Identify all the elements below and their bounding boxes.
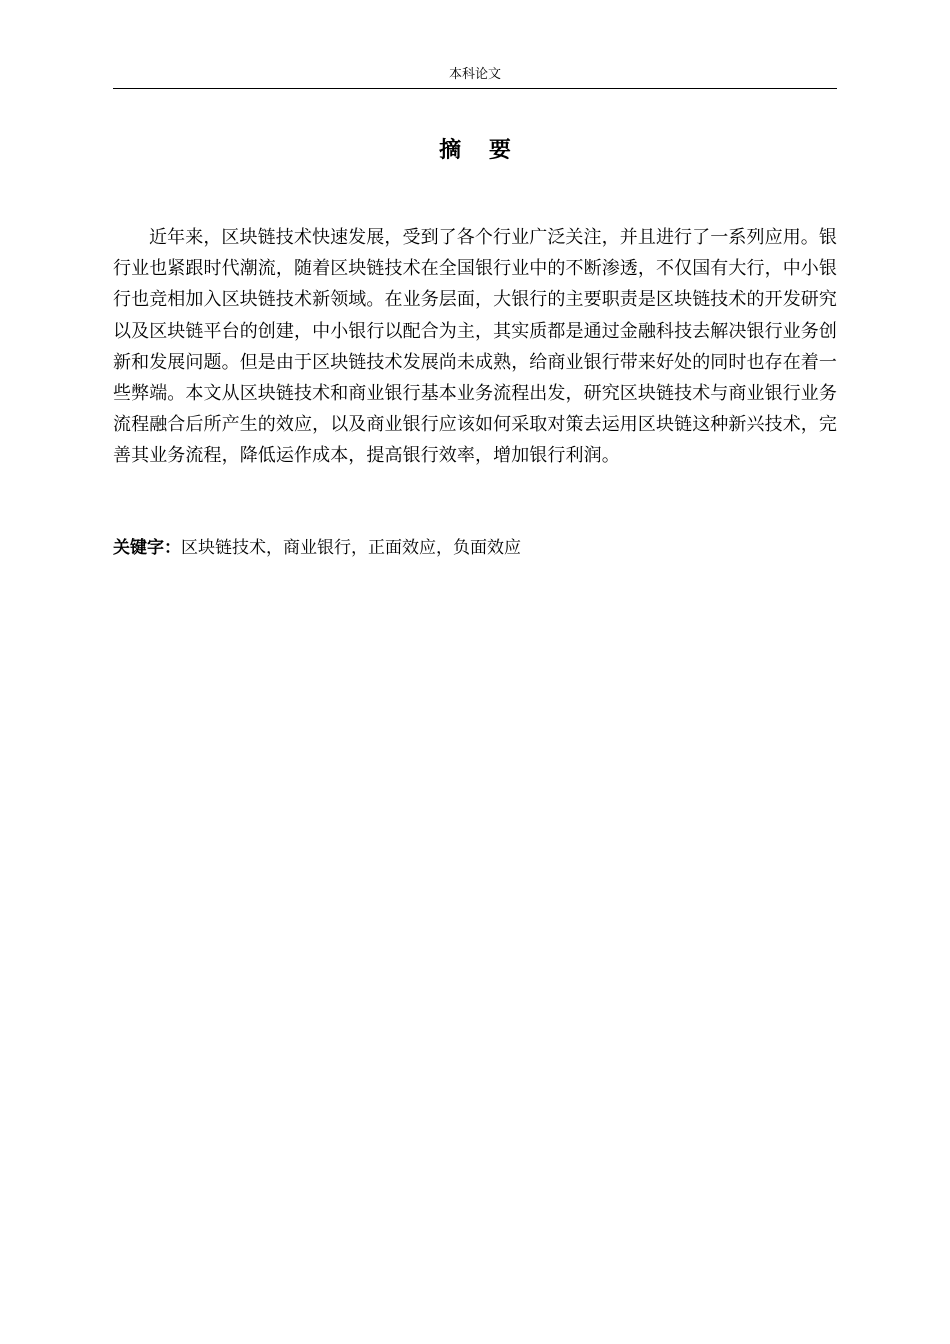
keywords-line [113,533,837,563]
running-header-title: 本科论文 [448,67,501,82]
keywords-label: 关键字： [113,538,181,558]
abstract-title: 摘 要 [439,138,521,163]
abstract-body: 近年来，区块链技术快速发展，受到了各个行业广泛关注，并且进行了一系列应用。银行业也紧跟时代潮流，随着区块链技术在全国银行业中的不断渗透，不仅国有大行，中小银行也竞相加入区块链技术新领域。在业务层面，大银行的主要职责是区块链技术的开发研究以及区块链平台的创建，中小银行以配合为主，其实质都是通过金融科技去解决银行业务创新和发展问题。但是由于区块链技术发展尚未成熟，给商业银行带来好处的同时也存在着一些弊端。本文从区块链技术和商业银行基本业务流程出发，研究区块链技术与商业银行业务流程融合后所产生的效应，以及商业银行应该如何采取对策去运用区块链这种新兴技术，完善其业务流程，降低运作成本，提高银行效率，增加银行利润。 [113,227,837,467]
keywords-value: 区块链技术，商业银行，正面效应，负面效应 [181,538,521,558]
running-header [113,66,837,89]
